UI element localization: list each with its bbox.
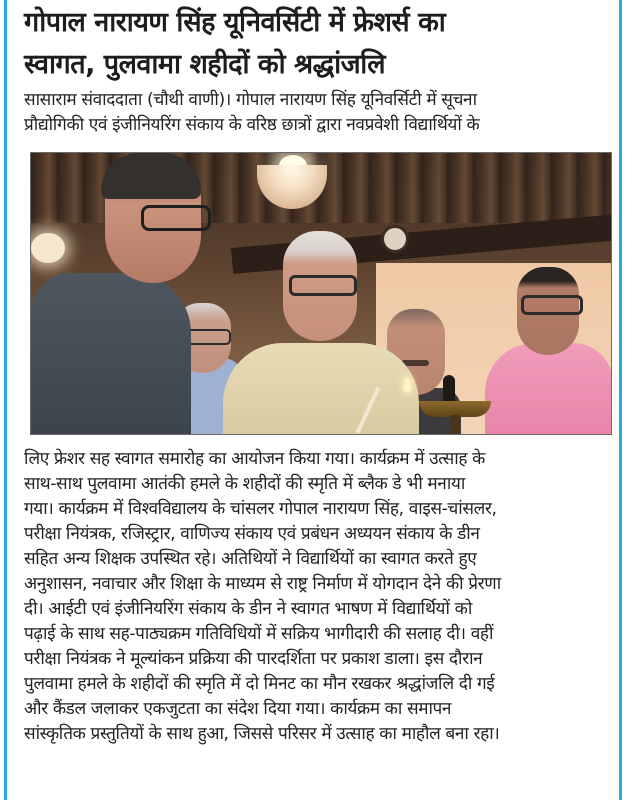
lamp-stand-icon [451, 415, 459, 435]
side-light [31, 233, 65, 263]
spotlight-icon [381, 225, 409, 253]
lamp-finial-icon [443, 375, 455, 403]
body-line: साथ-साथ पुलवामा आतंकी हमले के शहीदों की स्मृति में ब्लैक डे भी मनाया [24, 474, 465, 494]
news-photo [30, 152, 612, 435]
person-1-body [31, 273, 191, 435]
body-line: दी। आईटी एवं इंजीनियरिंग संकाय के डीन ने स्वागत भाषण में विद्यार्थियों को [24, 599, 472, 619]
glasses-icon [141, 205, 211, 231]
body-line: लिए फ्रेशर सह स्वागत समारोह का आयोजन किया गया। कार्यक्रम में उत्साह के [24, 449, 485, 469]
intro-line: प्रौद्योगिकी एवं इंजीनियरिंग संकाय के वरिष्ठ छात्रों द्वारा नवप्रवेशी विद्यार्थियों के [24, 115, 480, 135]
body-line: सहित अन्य शिक्षक उपस्थित रहे। अतिथियों ने विद्यार्थियों का स्वागत करते हुए [24, 549, 477, 569]
body-line: परीक्षा नियंत्रक, रजिस्ट्रार, वाणिज्य संकाय एवं प्रबंधन अध्ययन संकाय के डीन [24, 524, 480, 544]
glasses-icon [521, 295, 583, 315]
article-intro [24, 88, 624, 138]
body-line: और कैंडल जलाकर एकजुटता का संदेश दिया गया। कार्यक्रम का समापन [24, 699, 452, 719]
flame-icon [404, 378, 411, 392]
glasses-icon [289, 275, 357, 296]
person-5-body [485, 343, 612, 435]
intro-line: सासाराम संवाददाता (चौथी वाणी)। गोपाल नारायण सिंह यूनिवर्सिटी में सूचना [24, 90, 477, 110]
body-line: परीक्षा नियंत्रक ने मूल्यांकन प्रक्रिया की पारदर्शिता पर प्रकाश डाला। इस दौरान [24, 649, 483, 669]
body-line: पढ़ाई के साथ सह-पाठ्यक्रम गतिविधियों में सक्रिय भागीदारी की सलाह दी। वहीं [24, 624, 494, 644]
headline-line-1: गोपाल नारायण सिंह यूनिवर्सिटी में फ्रेशर्स का [24, 7, 446, 38]
body-line: गया। कार्यक्रम में विश्वविद्यालय के चांसलर गोपाल नारायण सिंह, वाइस-चांसलर, [24, 499, 497, 519]
body-line: सांस्कृतिक प्रस्तुतियों के साथ हुआ, जिससे परिसर में उत्साह का माहौल बना रहा। [24, 724, 500, 744]
article-headline [24, 2, 614, 86]
body-line: पुलवामा हमले के शहीदों की स्मृति में दो मिनट का मौन रखकर श्रद्धांजलि दी गई [24, 674, 495, 694]
headline-line-2: स्वागत, पुलवामा शहीदों को श्रद्धांजलि [24, 49, 386, 80]
person-3-body [223, 343, 419, 435]
article-body [24, 447, 624, 747]
body-line: अनुशासन, नवाचार और शिक्षा के माध्यम से राष्ट्र निर्माण में योगदान देने की प्रेरणा [24, 574, 501, 594]
